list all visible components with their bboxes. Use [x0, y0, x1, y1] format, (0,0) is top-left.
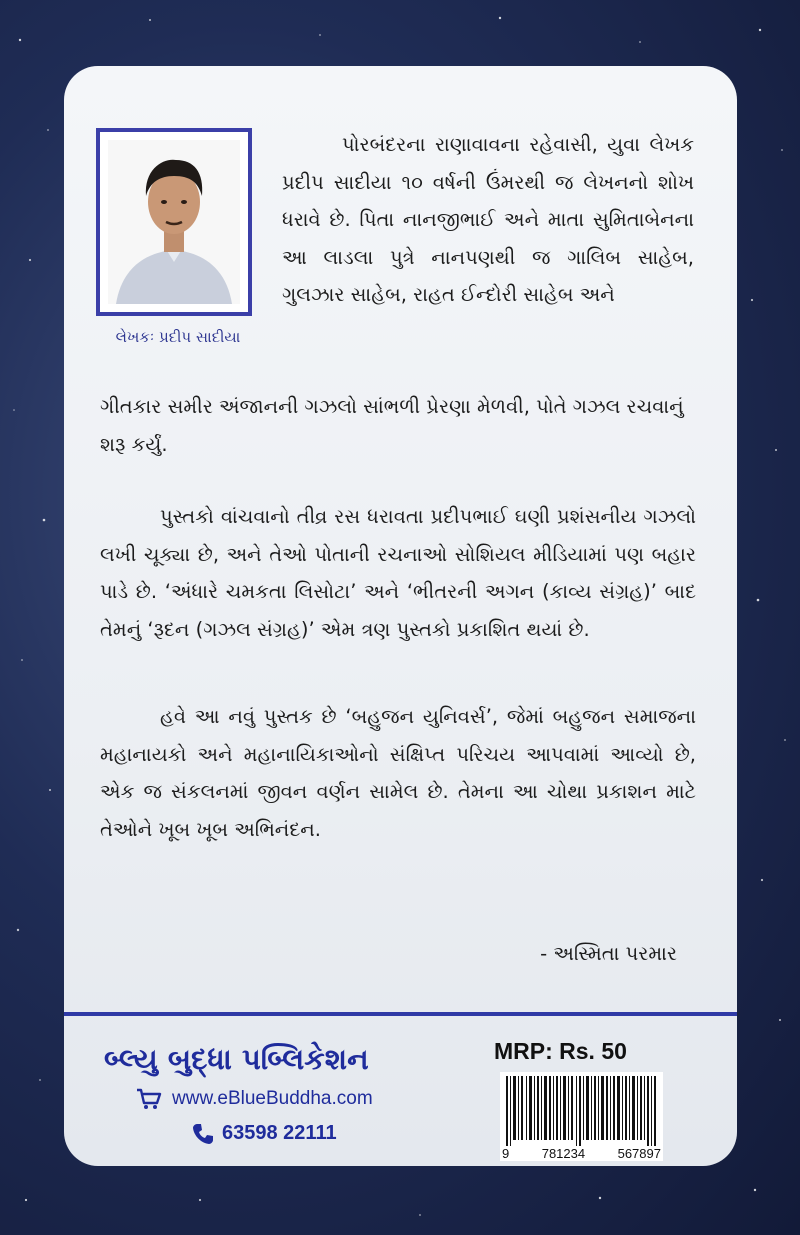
- cart-icon: [136, 1088, 162, 1110]
- bio-paragraph-2: પુસ્તકો વાંચવાનો તીવ્ર રસ ધરાવતા પ્રદીપભાઈ ઘણી પ્રશંસનીય ગઝલો લખી ચૂક્યા છે, અને તેઓ પોતાની રચનાઓ સોશિયલ મીડિયામાં પણ બહાર પાડે છે. ‘અંધારે ચમકતા લિસોટા’ અને ‘ભીતરની અગન (કાવ્ય સંગ્રહ)’ બાદ તેમનું ‘રૂદન (ગઝલ સંગ્રહ)’ એમ ત્રણ પુસ્તકો પ્રકાશિત થયાં છે.: [100, 505, 696, 641]
- website-row: [136, 1088, 373, 1110]
- barcode-digit-prefix: 9: [502, 1146, 510, 1161]
- bio-paragraph-1: પોરબંદરના રાણાવાવના રહેવાસી, યુવા લેખક પ્રદીપ સાદીયા ૧૦ વર્ષની ઉંમરથી જ લેખનનો શોખ ધરાવે છે. પિતા નાનજીભાઈ અને માતા સુમિતાબેનના આ લાડલા પુત્રે નાનપણથી જ ગાલિબ સાહેબ, ગુલઝાર સાહેબ, રાહત ઈન્દોરી સાહેબ અને: [282, 133, 694, 307]
- barcode: [500, 1072, 663, 1152]
- phone-row: [192, 1122, 337, 1145]
- phone-number[interactable]: 63598 22111: [222, 1122, 337, 1144]
- author-photo-frame: [96, 128, 252, 316]
- author-photo: [108, 140, 240, 304]
- signature: - અસ્મિતા પરમાર: [540, 942, 677, 965]
- barcode-bars: [500, 1072, 663, 1146]
- publisher-name: બ્લ્યુ બુદ્ધા પબ્લિકેશન: [104, 1042, 369, 1076]
- barcode-digit-group-1: 781234: [541, 1146, 586, 1161]
- barcode-digit-group-2: 567897: [617, 1146, 661, 1161]
- footer-divider: [64, 1012, 737, 1016]
- author-caption: લેખકઃ પ્રદીપ સાદીયા: [115, 328, 241, 346]
- barcode-digits: [500, 1146, 663, 1161]
- bio-paragraph-1-continued: ગીતકાર સમીર અંજાનની ગઝલો સાંભળી પ્રેરણા મેળવી, પોતે ગઝલ રચવાનું શરૂ કર્યું.: [100, 395, 684, 456]
- bio-paragraph-3: હવે આ નવું પુસ્તક છે ‘બહુજન યુનિવર્સ’, જેમાં બહુજન સમાજના મહાનાયકો અને મહાનાયિકાઓનો સંક્ષિપ્ત પરિચય આપવામાં આવ્યો છે, એક જ સંકલનમાં જીવન વર્ણન સામેલ છે. તેમના આ ચોથા પ્રકાશન માટે તેઓને ખૂબ ખૂબ અભિનંદન.: [100, 705, 696, 841]
- mrp-price: MRP: Rs. 50: [494, 1038, 627, 1064]
- phone-icon: [192, 1123, 214, 1145]
- back-cover-card: [64, 66, 737, 1166]
- website-link[interactable]: www.eBlueBuddha.com: [172, 1088, 373, 1109]
